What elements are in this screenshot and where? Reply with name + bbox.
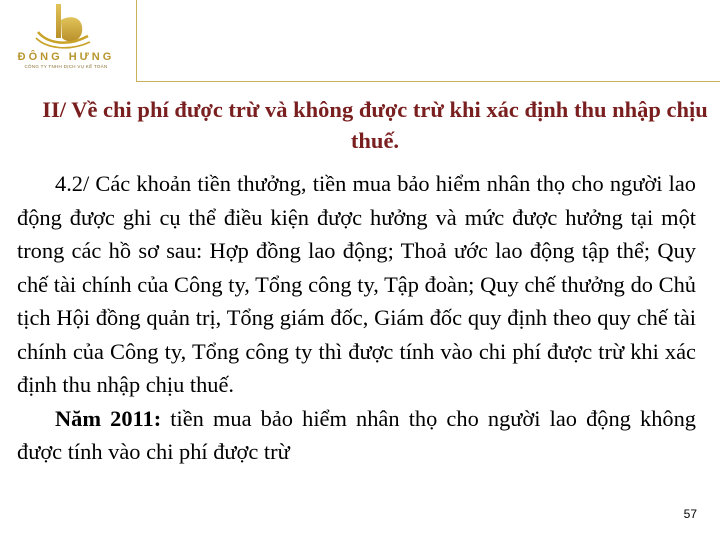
paragraph-item-4-2: 4.2/ Các khoản tiền thưởng, tiền mua bảo hiểm nhân thọ cho người lao động được ghi cụ thể điều kiện được hưởng và mức được hưởng tại một trong các hồ sơ sau: Hợp đồng lao động; Thoả ước lao động tập thể; Quy chế tài chính của Công ty, Tổng công ty, Tập đoàn; Quy chế thưởng do Chủ tịch Hội đồng quản trị, Tổng giám đốc, Giám đốc quy định theo quy chế tài chính của Công ty, Tổng công ty thì được tính vào chi phí được trừ khi xác định thu nhập chịu thuế. — [17, 171, 696, 397]
company-logo — [4, 2, 128, 72]
slide-body — [17, 167, 696, 469]
logo-mark-icon — [32, 2, 92, 50]
paragraph-2011 — [17, 402, 696, 469]
header-divider-horizontal — [137, 81, 720, 82]
paragraph-2011-lead: Năm 2011: — [55, 405, 162, 431]
slide-title: II/ Về chi phí được trừ và không được trừ khi xác định thu nhập chịu thuế. — [42, 97, 708, 153]
header-divider-vertical — [136, 0, 137, 82]
paragraph-2011-text: tiền mua bảo hiểm nhân thọ cho người lao động không được tính vào chi phí được trừ — [17, 405, 696, 464]
logo-subtitle: CÔNG TY TNHH DỊCH VỤ KẾ TOÁN — [24, 64, 108, 69]
logo-name: ĐÔNG HƯNG — [17, 51, 115, 63]
page-number: 57 — [683, 507, 697, 521]
